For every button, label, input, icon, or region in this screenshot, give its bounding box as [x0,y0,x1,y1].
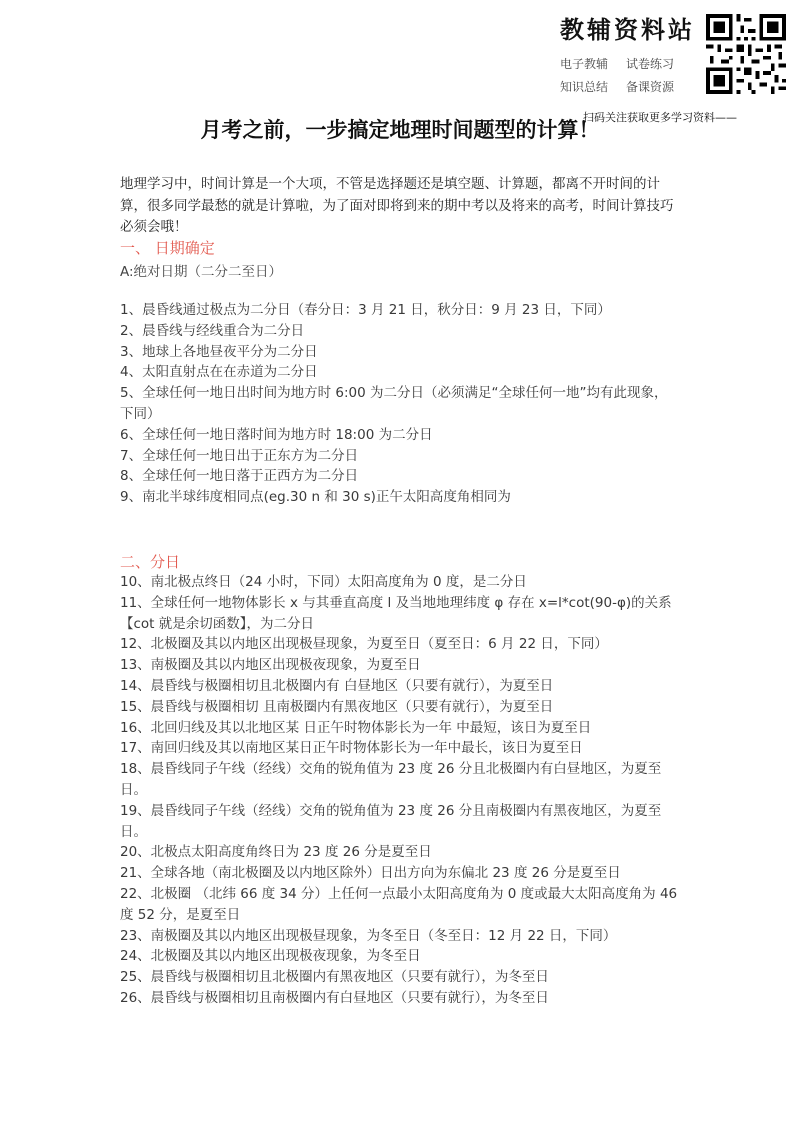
list-item: 1、晨昏线通过极点为二分日（春分日：3 月 21 日，秋分日：9 月 23 日，下同） [120,302,611,318]
list-item: 7、全球任何一地日出于正东方为二分日 [120,447,359,464]
section-heading-date: 一、 日期确定 [120,239,215,257]
list-item: 4、太阳直射点在在赤道为二分日 [120,364,318,381]
list-item: 24、北极圈及其以内地区出现极夜现象，为冬至日 [120,948,421,965]
list-item: 26、晨昏线与极圈相切且南极圈内有白昼地区（只要有就行），为冬至日 [120,989,549,1006]
follow-qr-text: 扫码关注获取更多学习资料—— [583,111,737,124]
list-item: 20、北极点太阳高度角终日为 23 度 26 分是夏至日 [120,844,432,861]
brand-tags [560,55,700,95]
list-item: 9、南北半球纬度相同点(eg.30 n 和 30 s)正午太阳高度角相同为 [120,489,511,506]
list-item: 17、南回归线及其以南地区某日正午时物体影长为一年中最长，该日为夏至日 [120,740,583,757]
page-title: 月考之前，一步搞定地理时间题型的计算！ [200,117,600,142]
intro-paragraph: 地理学习中，时间计算是一个大项，不管是选择题还是填空题、计算题，都离不开时间的计算，很多同学最愁的就是计算啦，为了面对即将到来的期中考以及将来的高考，时间计算技巧必须会哦！ [120,176,674,235]
qr-code-icon [706,14,786,94]
list-item: 6、全球任何一地日落时间为地方时 18:00 为二分日 [120,426,433,443]
list-item: 10、南北极点终日（24 小时，下同）太阳高度角为 0 度，是二分日 [120,574,527,590]
tag-lesson-resources: 备课资源 [626,80,675,94]
list-item: 2、晨昏线与经线重合为二分日 [120,322,305,339]
list-item: 5、全球任何一地日出时间为地方时 6:00 为二分日（必须满足“全球任何一地”均有此现象，下同） [120,385,668,422]
list-item: 12、北极圈及其以内地区出现极昼现象，为夏至日（夏至日：6 月 22 日，下同） [120,636,608,653]
list-item: 21、全球各地（南北极圈及以内地区除外）日出方向为东偏北 23 度 26 分是夏至日 [120,865,621,882]
section-heading-solstice-equinox: 二、分日 [120,553,181,571]
tag-knowledge-summary: 知识总结 [560,80,609,94]
list-item: 14、晨昏线与极圈相切且北极圈内有 白昼地区（只要有就行），为夏至日 [120,677,554,694]
list-item: 25、晨昏线与极圈相切且北极圈内有黑夜地区（只要有就行），为冬至日 [120,969,549,986]
tag-exam-practice: 试卷练习 [626,57,675,71]
section-subheading-absolute-date: A:绝对日期（二分二至日） [120,264,283,280]
list-item: 18、晨昏线同子午线（经线）交角的锐角值为 23 度 26 分且北极圈内有白昼地区，为夏至日。 [120,761,662,798]
brand-block [560,10,700,100]
list-item: 13、南极圈及其以内地区出现极夜现象，为夏至日 [120,657,421,674]
list-item: 8、全球任何一地日落于正西方为二分日 [120,468,359,485]
list-item: 23、南极圈及其以内地区出现极昼现象，为冬至日（冬至日：12 月 22 日，下同） [120,927,617,944]
list-item: 16、北回归线及其以北地区某 日正午时物体影长为一年 中最短，该日为夏至日 [120,719,592,736]
list-item: 11、全球任何一地物体影长 x 与其垂直高度 l 及当地地理纬度 φ 存在 x=l*cot(90-φ)的关系【cot 就是余切函数】，为二分日 [120,594,672,632]
section1-list [120,300,680,508]
list-item: 3、地球上各地昼夜平分为二分日 [120,343,318,360]
list-item: 19、晨昏线同子午线（经线）交角的锐角值为 23 度 26 分且南极圈内有黑夜地区，为夏至日。 [120,802,662,840]
tag-e-textbook: 电子教辅 [560,57,609,71]
brand-name: 教辅资料站 [560,16,695,44]
list-item: 15、晨昏线与极圈相切 且南极圈内有黑夜地区（只要有就行），为夏至日 [120,698,554,715]
list-item: 22、北极圈 （北纬 66 度 34 分）上任何一点最小太阳高度角为 0 度或最大太阳高度角为 46 度 52 分，是夏至日 [120,885,678,923]
section2-list [120,572,680,1009]
